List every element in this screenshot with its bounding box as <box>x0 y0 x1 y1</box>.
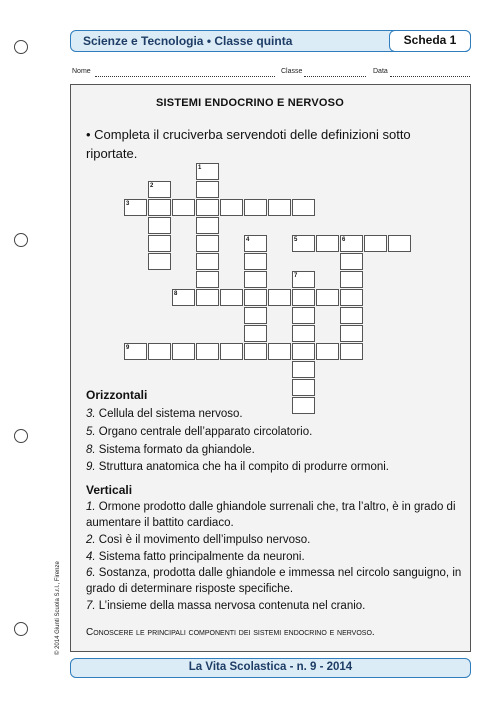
clue-text: Sistema formato da ghiandole. <box>98 444 255 456</box>
crossword-cell[interactable] <box>340 343 363 360</box>
crossword-cell[interactable] <box>148 235 171 252</box>
crossword-cell[interactable] <box>220 343 243 360</box>
subject-title: Scienze e Tecnologia • Classe quinta <box>83 34 293 48</box>
crossword-cell[interactable] <box>340 307 363 324</box>
clue-row <box>86 598 462 614</box>
clue-text: L’insieme della massa nervosa contenuta nel cranio. <box>98 600 366 612</box>
crossword-cell[interactable] <box>268 289 291 306</box>
crossword-cell[interactable] <box>364 235 387 252</box>
clue-text: Cellula del sistema nervoso. <box>98 408 243 420</box>
crossword-cell[interactable] <box>172 199 195 216</box>
crossword-number: 4 <box>246 237 250 243</box>
horizontal-heading: Orizzontali <box>86 388 148 402</box>
clue-number: 3. <box>86 408 96 420</box>
crossword-cell[interactable] <box>196 217 219 234</box>
clue-number: 4. <box>86 551 96 563</box>
crossword-cell[interactable] <box>244 289 267 306</box>
footer-bar: La Vita Scolastica - n. 9 - 2014 <box>70 658 471 678</box>
crossword-number: 9 <box>126 345 130 351</box>
binder-hole <box>14 622 28 636</box>
crossword-cell[interactable] <box>148 343 171 360</box>
clue-number: 6. <box>86 567 96 579</box>
crossword-cell[interactable] <box>220 199 243 216</box>
crossword-cell[interactable] <box>196 181 219 198</box>
crossword-cell[interactable] <box>292 325 315 342</box>
crossword-number: 5 <box>294 237 298 243</box>
clue-text: Struttura anatomica che ha il compito di produrre ormoni. <box>98 461 389 473</box>
crossword-cell[interactable] <box>388 235 411 252</box>
crossword-cell[interactable] <box>292 361 315 378</box>
copyright-note: © 2014 Giunti Scuola S.r.l., Firenze <box>55 561 61 655</box>
clue-text: Organo centrale dell’apparato circolatorio. <box>98 426 313 438</box>
crossword-cell[interactable] <box>340 253 363 270</box>
header-bar <box>70 30 471 52</box>
clue-number: 5. <box>86 426 96 438</box>
class-label: Classe <box>281 68 303 75</box>
crossword-cell[interactable] <box>292 343 315 360</box>
crossword-cell[interactable] <box>244 271 267 288</box>
clue-number: 9. <box>86 461 96 473</box>
clue-text: Così è il movimento dell’impulso nervoso. <box>98 534 311 546</box>
crossword-cell[interactable] <box>340 325 363 342</box>
binder-hole <box>14 429 28 443</box>
clue-row <box>86 549 462 565</box>
crossword-cell[interactable] <box>196 199 219 216</box>
instruction-text: • Completa il cruciverba servendoti delle definizioni sotto riportate. <box>86 127 411 161</box>
crossword-cell[interactable] <box>292 379 315 396</box>
clue-number: 1. <box>86 501 96 513</box>
name-label: Nome <box>72 68 91 75</box>
crossword-cell[interactable] <box>196 235 219 252</box>
clue-text: Sostanza, prodotta dalle ghiandole e immessa nel circolo sanguigno, in grado di determinare risposte specifiche. <box>86 567 462 595</box>
crossword-cell[interactable] <box>292 289 315 306</box>
clue-row <box>86 565 462 597</box>
sheet-tab: Scheda 1 <box>389 30 471 52</box>
crossword-cell[interactable] <box>316 289 339 306</box>
class-field[interactable] <box>304 76 366 77</box>
crossword-cell[interactable] <box>148 217 171 234</box>
clue-row <box>86 424 462 440</box>
learning-goal: Conoscere le principali componenti dei sistemi endocrino e nervoso. <box>86 627 375 638</box>
crossword-cell[interactable] <box>316 235 339 252</box>
clue-text: Sistema fatto principalmente da neuroni. <box>98 551 305 563</box>
clue-row <box>86 499 462 531</box>
clue-text: Ormone prodotto dalle ghiandole surrenali che, tra l’altro, è in grado di aumentare il battito cardiaco. <box>86 501 456 529</box>
crossword-number: 7 <box>294 273 298 279</box>
binder-hole <box>14 233 28 247</box>
crossword-cell[interactable] <box>292 307 315 324</box>
crossword-number: 3 <box>126 201 130 207</box>
clue-row <box>86 406 462 422</box>
name-field[interactable] <box>95 76 275 77</box>
crossword-cell[interactable] <box>244 307 267 324</box>
clue-number: 2. <box>86 534 96 546</box>
crossword-cell[interactable] <box>148 199 171 216</box>
worksheet-title: SISTEMI ENDOCRINO E NERVOSO <box>156 97 344 109</box>
crossword-cell[interactable] <box>244 253 267 270</box>
clue-row <box>86 459 462 475</box>
crossword-cell[interactable] <box>292 199 315 216</box>
date-field[interactable] <box>390 76 470 77</box>
clue-number: 8. <box>86 444 96 456</box>
crossword-number: 2 <box>150 183 154 189</box>
crossword-cell[interactable] <box>172 343 195 360</box>
crossword-cell[interactable] <box>268 343 291 360</box>
crossword-number: 1 <box>198 165 202 171</box>
crossword-cell[interactable] <box>244 199 267 216</box>
crossword-cell[interactable] <box>196 343 219 360</box>
date-label: Data <box>373 68 388 75</box>
crossword-cell[interactable] <box>340 271 363 288</box>
crossword-cell[interactable] <box>244 343 267 360</box>
clue-row <box>86 532 462 548</box>
crossword-cell[interactable] <box>340 289 363 306</box>
crossword-cell[interactable] <box>196 271 219 288</box>
vertical-heading: Verticali <box>86 483 133 497</box>
crossword-cell[interactable] <box>268 199 291 216</box>
crossword-cell[interactable] <box>220 289 243 306</box>
clue-number: 7. <box>86 600 96 612</box>
clue-row <box>86 442 462 458</box>
crossword-number: 8 <box>174 291 178 297</box>
crossword-cell[interactable] <box>316 343 339 360</box>
crossword-cell[interactable] <box>196 253 219 270</box>
crossword-cell[interactable] <box>244 325 267 342</box>
crossword-number: 6 <box>342 237 346 243</box>
crossword-cell[interactable] <box>148 253 171 270</box>
crossword-cell[interactable] <box>196 289 219 306</box>
binder-hole <box>14 40 28 54</box>
